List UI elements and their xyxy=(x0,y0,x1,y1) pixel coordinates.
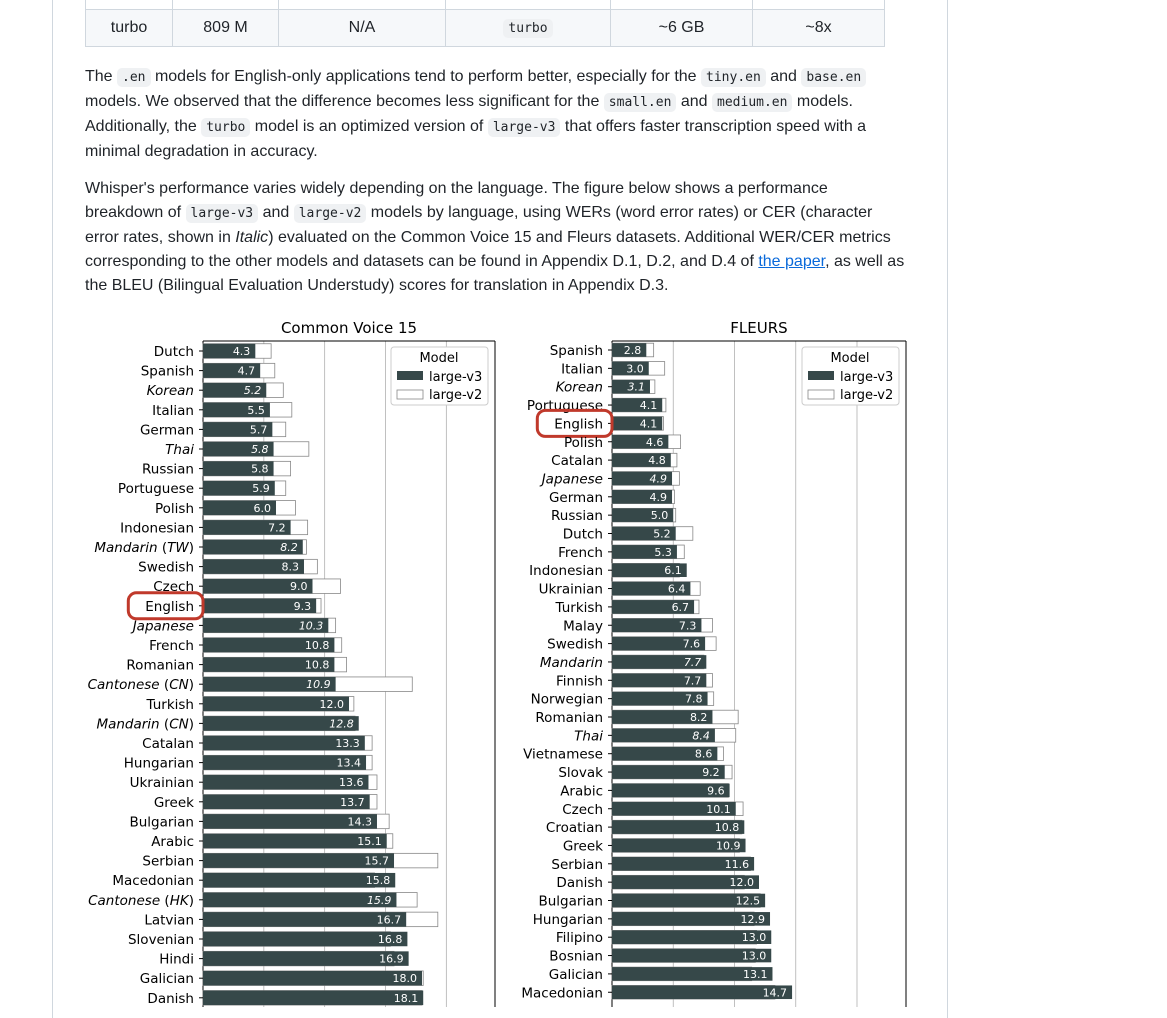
bar-value-label: 14.3 xyxy=(347,815,372,829)
category-label: Dutch xyxy=(562,526,603,543)
bar-value-label: 4.1 xyxy=(639,417,658,431)
bar-value-label: 5.3 xyxy=(654,545,672,559)
bar-value-label: 10.8 xyxy=(304,658,330,672)
bar-value-label: 4.6 xyxy=(645,435,664,449)
category-label: Arabic xyxy=(560,783,603,800)
category-label: Catalan xyxy=(142,736,194,752)
bar-value-label: 16.9 xyxy=(379,952,404,966)
bar-value-label: 10.8 xyxy=(304,639,330,652)
bar-value-label: 9.3 xyxy=(293,599,312,613)
category-label: Ukrainian xyxy=(538,581,603,598)
bar-large-v3 xyxy=(203,971,422,986)
legend-swatch-large-v3 xyxy=(397,371,423,380)
chart-title: FLEURS xyxy=(730,319,788,337)
bar-value-label: 4.7 xyxy=(237,364,256,378)
bar-value-label: 10.8 xyxy=(714,821,740,835)
category-label: Filipino xyxy=(555,930,603,947)
legend-label: large-v2 xyxy=(429,388,483,403)
text-run: and xyxy=(258,204,294,221)
text-run: model is an optimized version of xyxy=(250,118,488,135)
legend-label: large-v2 xyxy=(840,388,894,403)
category-label: Thai xyxy=(574,728,603,745)
category-label: Greek xyxy=(153,794,194,811)
category-label: Vietnamese xyxy=(523,746,603,763)
chart-title: Common Voice 15 xyxy=(280,319,418,337)
category-label: German xyxy=(548,489,603,506)
bar-value-label: 2.8 xyxy=(623,344,642,357)
bar-value-label: 4.3 xyxy=(232,345,251,358)
bar-value-label: 5.9 xyxy=(252,482,270,496)
category-label: Serbian xyxy=(142,853,194,870)
legend-label: large-v3 xyxy=(840,370,894,385)
bar-value-label: 7.2 xyxy=(268,521,286,535)
bar-value-label: 8.2 xyxy=(280,541,298,554)
bar-value-label: 8.2 xyxy=(689,711,708,724)
bar-value-label: 9.6 xyxy=(707,784,725,798)
category-label: French xyxy=(558,544,603,561)
bar-value-label: 4.8 xyxy=(648,454,666,468)
bar-value-label: 11.6 xyxy=(724,857,750,871)
bar-value-label: 13.0 xyxy=(741,949,767,963)
category-label: Russian xyxy=(551,508,603,525)
bar-value-label: 8.4 xyxy=(692,729,710,743)
category-label: Indonesian xyxy=(529,563,603,580)
chart-0 xyxy=(88,319,495,1007)
inline-code: small.en xyxy=(604,93,677,112)
bar-value-label: 15.9 xyxy=(366,893,392,907)
bar-value-label: 8.3 xyxy=(281,560,299,574)
category-label: Thai xyxy=(165,442,194,458)
category-label: Cantonese (CN) xyxy=(87,677,194,694)
bar-value-label: 3.1 xyxy=(627,380,645,394)
text-run: that offers faster transcription speed with a minimal degradation in accuracy. xyxy=(85,118,867,160)
table-cell-code: turbo xyxy=(503,19,552,38)
text-run: , as well as the BLEU (Bilingual Evaluation Understudy) scores for translation in Appendix D.3. xyxy=(85,253,905,294)
text-run: models. Additionally, the xyxy=(85,93,853,135)
inline-code: large-v3 xyxy=(488,118,561,137)
category-label: Norwegian xyxy=(530,691,603,708)
bar-value-label: 15.1 xyxy=(357,835,382,848)
bar-value-label: 16.8 xyxy=(377,933,403,946)
category-label: Bulgarian xyxy=(538,893,603,910)
bar-value-label: 5.2 xyxy=(243,384,262,398)
category-label: Catalan xyxy=(551,453,603,470)
category-label: Greek xyxy=(562,838,603,855)
text-run: The xyxy=(85,68,118,85)
table-cell-english-only: N/A xyxy=(279,10,446,47)
category-label: Spanish xyxy=(549,343,603,359)
text-run: and xyxy=(765,68,802,85)
legend-label: large-v3 xyxy=(429,370,483,385)
category-label: English xyxy=(554,416,603,433)
category-label: Romanian xyxy=(126,657,194,674)
category-label: Polish xyxy=(563,434,603,451)
category-label: Czech xyxy=(562,801,603,818)
category-label: Spanish xyxy=(140,363,194,380)
table-cell-size: turbo xyxy=(86,10,173,47)
category-label: Portuguese xyxy=(526,398,603,415)
bar-value-label: 5.0 xyxy=(650,509,669,523)
paper-link[interactable]: the paper xyxy=(758,253,826,270)
category-label: Slovenian xyxy=(127,932,194,948)
bar-value-label: 12.0 xyxy=(729,876,754,890)
category-label: Arabic xyxy=(151,834,194,850)
category-label: Italian xyxy=(152,402,194,419)
bar-value-label: 13.0 xyxy=(741,931,767,945)
category-label: Dutch xyxy=(153,344,194,360)
category-label: Mandarin (TW) xyxy=(94,540,194,556)
category-label: Ukrainian xyxy=(129,775,194,792)
category-label: Portuguese xyxy=(117,481,194,498)
bar-value-label: 16.7 xyxy=(376,913,402,927)
category-label: Russian xyxy=(142,461,194,478)
category-label: Mandarin xyxy=(539,654,603,671)
bar-value-label: 4.1 xyxy=(639,399,658,413)
text-run: models. We observed that the difference becomes less significant for the xyxy=(85,93,604,110)
category-label: Galician xyxy=(139,971,194,988)
text-run: models for English-only applications tend to perform better, especially for the xyxy=(150,68,702,85)
category-label: Japanese xyxy=(541,471,603,488)
bar-value-label: 5.7 xyxy=(249,423,268,437)
category-label: German xyxy=(139,422,194,439)
bar-value-label: 7.6 xyxy=(682,637,701,651)
category-label: Hindi xyxy=(159,951,194,968)
category-label: Swedish xyxy=(138,559,194,576)
bar-value-label: 7.3 xyxy=(678,619,697,633)
text-run: Whisper's performance varies widely depending on the language. The figure below shows a performance breakdown of xyxy=(85,180,828,221)
inline-code: large-v2 xyxy=(294,204,367,223)
category-label: Hungarian xyxy=(123,755,194,772)
bar-value-label: 12.9 xyxy=(740,912,766,926)
bar-value-label: 18.0 xyxy=(392,972,417,986)
table-cell-vram: ~6 GB xyxy=(611,10,753,47)
category-label: Malay xyxy=(563,618,603,635)
bar-value-label: 5.8 xyxy=(251,462,269,476)
bar-value-label: 12.0 xyxy=(319,697,344,711)
category-label: Bosnian xyxy=(549,948,603,965)
category-label: Bulgarian xyxy=(129,814,194,831)
category-label: Indonesian xyxy=(120,520,194,537)
bar-value-label: 5.5 xyxy=(247,403,265,417)
category-label: Macedonian xyxy=(112,873,194,890)
text-run: models by language, using WERs (word error rates) or CER (character error rates, shown in xyxy=(85,204,873,246)
category-label: Croatian xyxy=(545,820,603,837)
bar-value-label: 13.3 xyxy=(335,737,360,750)
bar-value-label: 7.7 xyxy=(683,655,702,669)
text-run: ) evaluated on the Common Voice 15 and Fleurs datasets. Additional WER/CER metrics corresponding to the other models and datasets can be found in Appendix D.1, D.2, and D.4 of xyxy=(85,229,891,270)
category-label: Mandarin (CN) xyxy=(96,716,194,733)
bar-value-label: 4.9 xyxy=(649,490,668,504)
bar-value-label: 5.2 xyxy=(653,527,671,541)
inline-code: medium.en xyxy=(712,93,792,112)
inline-code: large-v3 xyxy=(186,204,259,223)
category-label: Cantonese (HK) xyxy=(88,892,194,909)
bar-large-v3 xyxy=(203,951,409,966)
bar-large-v3 xyxy=(203,991,423,1006)
bar-value-label: 5.8 xyxy=(251,443,269,456)
category-label: Latvian xyxy=(144,912,194,929)
bar-value-label: 10.1 xyxy=(706,802,731,816)
bar-value-label: 8.6 xyxy=(694,747,713,761)
bar-value-label: 7.8 xyxy=(685,692,703,706)
text-run: and xyxy=(676,93,713,110)
category-label: Galician xyxy=(548,966,603,983)
bar-value-label: 14.7 xyxy=(762,986,788,1000)
category-label: Swedish xyxy=(547,636,603,653)
category-label: Turkish xyxy=(146,696,194,713)
legend-title: Model xyxy=(830,351,870,366)
category-label: Serbian xyxy=(551,856,603,873)
bar-value-label: 6.1 xyxy=(664,564,682,578)
legend-swatch-large-v2 xyxy=(808,390,834,399)
chart-1 xyxy=(521,319,906,1007)
legend-swatch-large-v2 xyxy=(397,390,423,399)
category-label: Slovak xyxy=(558,765,603,782)
category-label: Hungarian xyxy=(532,911,603,928)
category-label: Korean xyxy=(146,383,194,400)
bar-value-label: 6.0 xyxy=(253,501,271,515)
category-label: Danish xyxy=(556,875,603,892)
bar-value-label: 13.6 xyxy=(338,776,364,790)
bar-value-label: 13.1 xyxy=(742,967,768,981)
bar-value-label: 15.8 xyxy=(365,874,391,888)
bar-value-label: 6.4 xyxy=(667,582,686,596)
category-label: Turkish xyxy=(555,599,603,616)
bar-value-label: 10.9 xyxy=(306,678,331,692)
category-label: Italian xyxy=(561,361,603,378)
category-label: Macedonian xyxy=(521,985,603,1002)
category-label: Czech xyxy=(153,579,194,596)
bar-value-label: 12.5 xyxy=(735,894,761,908)
inline-code: .en xyxy=(117,68,150,87)
bar-value-label: 3.0 xyxy=(626,362,644,376)
bar-value-label: 9.2 xyxy=(702,766,720,780)
table-cell-speed: ~8x xyxy=(753,10,885,47)
category-label: Danish xyxy=(147,990,194,1007)
italic-text: Italic xyxy=(235,229,269,246)
bar-value-label: 6.7 xyxy=(671,600,690,614)
bar-value-label: 13.4 xyxy=(336,756,362,770)
category-label: Japanese xyxy=(132,618,194,635)
bar-value-label: 10.3 xyxy=(298,619,324,633)
bar-value-label: 15.7 xyxy=(364,854,390,868)
bar-value-label: 12.8 xyxy=(329,717,354,731)
legend-swatch-large-v3 xyxy=(808,371,834,380)
category-label: French xyxy=(149,638,194,654)
category-label: English xyxy=(145,598,194,615)
category-label: Polish xyxy=(154,500,194,517)
category-label: Korean xyxy=(555,379,603,396)
table-cell-params: 809 M xyxy=(173,10,279,47)
legend-title: Model xyxy=(419,351,459,366)
bar-value-label: 18.1 xyxy=(393,991,419,1005)
inline-code: turbo xyxy=(201,118,250,137)
bar-value-label: 7.7 xyxy=(683,674,702,688)
bar-value-label: 10.9 xyxy=(716,839,741,853)
bar-large-v3 xyxy=(203,932,407,947)
inline-code: base.en xyxy=(801,68,866,87)
bar-value-label: 9.0 xyxy=(290,580,308,594)
bar-value-label: 4.9 xyxy=(649,472,668,486)
category-label: Romanian xyxy=(535,710,603,726)
inline-code: tiny.en xyxy=(701,68,766,87)
category-label: Finnish xyxy=(556,673,603,690)
bar-value-label: 13.7 xyxy=(340,795,365,809)
